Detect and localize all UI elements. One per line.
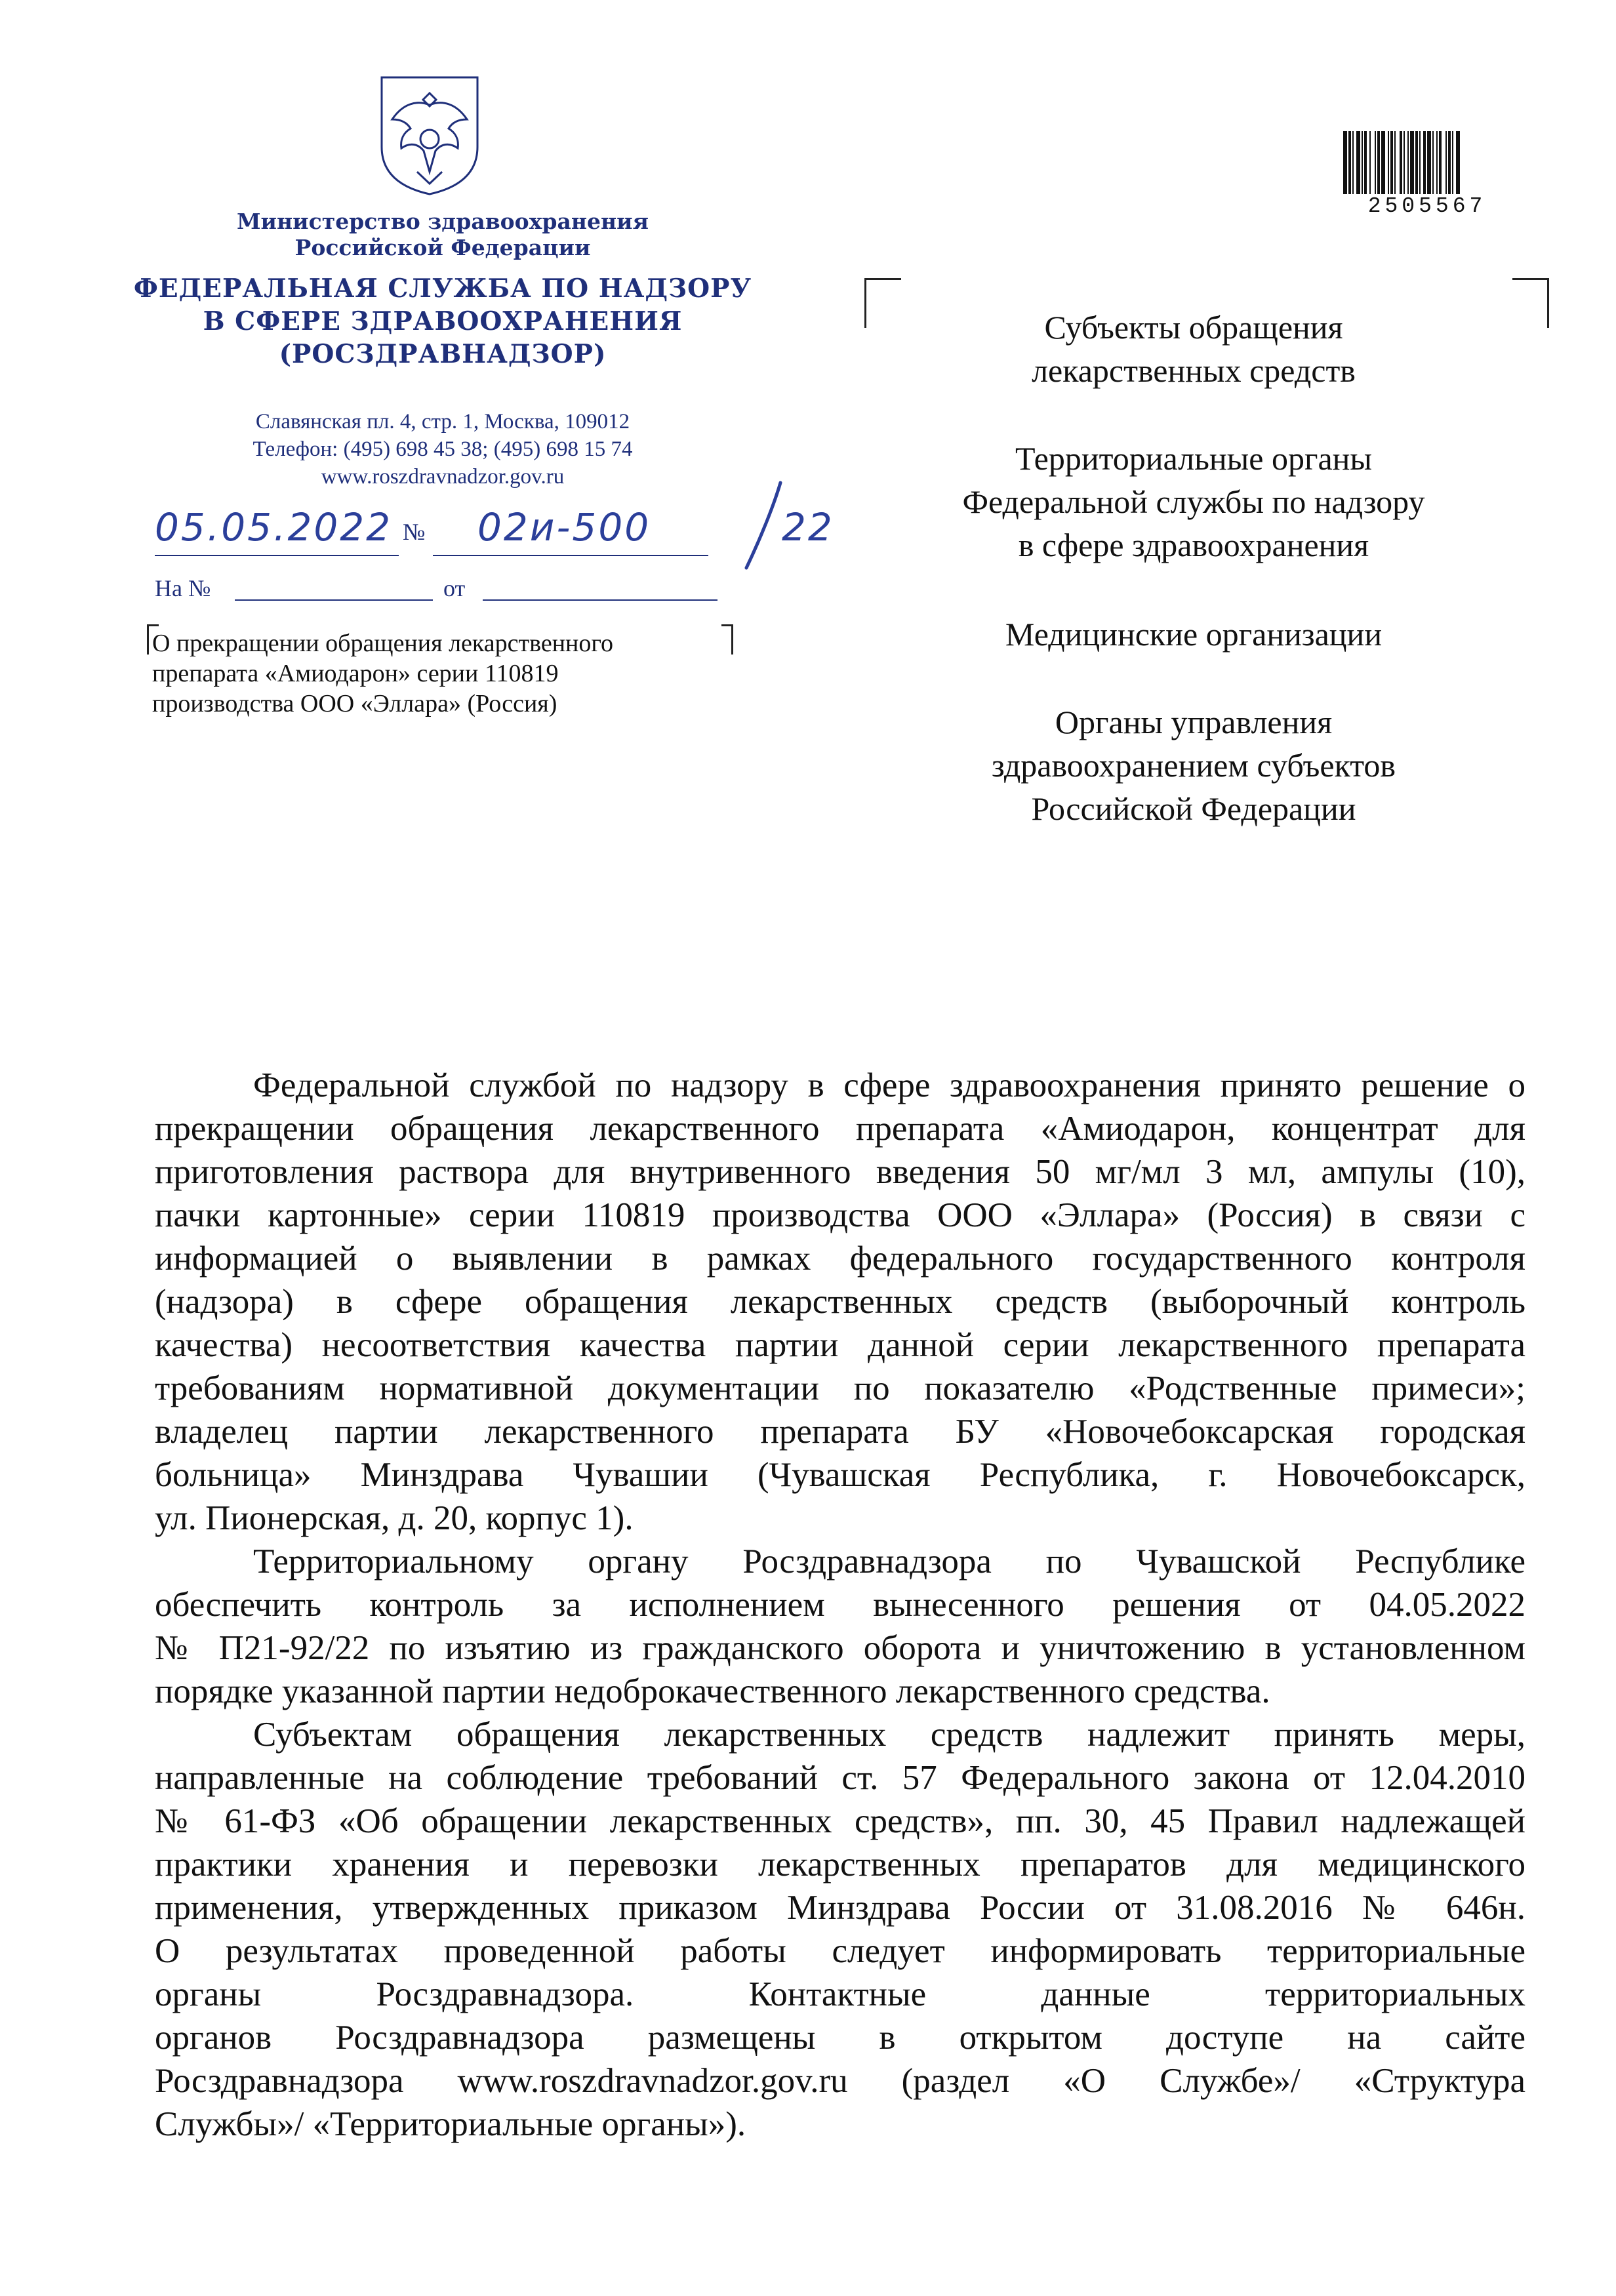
barcode-bar <box>1390 131 1393 194</box>
body-text-line: Субъектам обращения лекарственных средств надлежит принять меры, <box>253 1716 1525 1754</box>
body-text-line: порядке указанной партии недоброкачественного лекарственного средства. <box>155 1672 1270 1710</box>
body-text-line: О результатах проведенной работы следует информировать территориальные <box>155 1932 1525 1970</box>
body-text-line: требованиям нормативной документации по показателю «Родственные примеси»; <box>155 1369 1525 1407</box>
barcode-bar <box>1419 131 1421 194</box>
number-sign: № <box>403 519 426 545</box>
barcode-bar <box>1356 131 1360 194</box>
body-text-line: ул. Пионерская, д. 20, корпус 1). <box>155 1499 634 1537</box>
coat-of-arms-emblem <box>378 73 481 197</box>
barcode-bar <box>1407 131 1409 194</box>
service-name-line-2: В СФЕРЕ ЗДРАВООХРАНЕНИЯ <box>203 306 683 336</box>
registration-year-suffix: 22 <box>782 505 834 550</box>
reference-date-label: от <box>443 575 466 601</box>
body-text-line: приготовления раствора для внутривенного введения 50 мг/мл 3 мл, ампулы (10), <box>155 1153 1525 1191</box>
recipient-line: Территориальные органы <box>1015 440 1373 477</box>
body-text-line: № 61-ФЗ «Об обращении лекарственных средств», пп. 30, 45 Правил надлежащей <box>155 1802 1525 1840</box>
barcode-bar <box>1369 131 1371 194</box>
recipient-line: Российской Федерации <box>1031 790 1356 827</box>
body-text-line: Росздравнадзора www.roszdravnadzor.gov.ru (раздел «О Службе»/ «Структура <box>155 2062 1525 2100</box>
subject-line-1: О прекращении обращения лекарственного <box>152 630 614 657</box>
barcode-bar <box>1439 131 1442 194</box>
barcode-bar <box>1445 131 1447 194</box>
barcode-bar <box>1352 131 1354 194</box>
barcode-bar <box>1394 131 1396 194</box>
subject-line-2: препарата «Амиодарон» серии 110819 <box>152 660 559 687</box>
reference-date-blank <box>483 599 717 601</box>
body-text-line: прекращении обращения лекарственного препарата «Амиодарон, концентрат для <box>155 1110 1525 1148</box>
barcode-bar <box>1432 131 1434 194</box>
body-text-line: направленные на соблюдение требований ст. 57 Федерального закона от 12.04.2010 <box>155 1759 1525 1797</box>
body-text-line: применения, утвержденных приказом Минздрава России от 31.08.2016 № 646н. <box>155 1889 1525 1927</box>
number-underline <box>433 555 708 556</box>
recipient-line: в сфере здравоохранения <box>1018 527 1369 563</box>
body-text-line: пачки картонные» серии 110819 производства ООО «Эллара» (Россия) в связи с <box>155 1196 1525 1234</box>
body-text-line: информацией о выявлении в рамках федерального государственного контроля <box>155 1239 1525 1278</box>
body-text-line: владелец партии лекарственного препарата БУ «Новочебоксарская городская <box>155 1413 1525 1451</box>
body-text-line: Территориальному органу Росздравнадзора по Чувашской Республике <box>253 1542 1525 1581</box>
registration-number: 02и-500 <box>477 505 651 550</box>
barcode-number: 2505567 <box>1367 194 1487 218</box>
barcode-bar <box>1364 131 1367 194</box>
barcode-bar <box>1436 131 1438 194</box>
body-text-line: органы Росздравнадзора. Контактные данные территориальных <box>155 1975 1525 2013</box>
barcode-bar <box>1377 131 1380 194</box>
recipient-line: Органы управления <box>1055 704 1333 740</box>
phone-numbers: Телефон: (495) 698 45 38; (495) 698 15 74 <box>253 437 633 461</box>
barcode-bar <box>1427 131 1431 194</box>
reference-number-label: На № <box>155 575 211 601</box>
registration-date: 05.05.2022 <box>155 505 393 550</box>
barcode-bar <box>1381 131 1385 194</box>
addressee-corner-right <box>1512 278 1549 328</box>
body-text-line: Службы»/ «Территориальные органы»). <box>155 2105 746 2143</box>
recipient-line: здравоохранением субъектов <box>991 747 1396 784</box>
barcode-bar <box>1400 131 1402 194</box>
body-text-line: (надзора) в сфере обращения лекарственных средств (выборочный контроль <box>155 1283 1525 1321</box>
barcode-bar <box>1415 131 1418 194</box>
recipient-line: Федеральной службы по надзору <box>962 483 1425 520</box>
website-url: www.roszdravnadzor.gov.ru <box>321 465 565 489</box>
barcode-bar <box>1448 131 1451 194</box>
body-text-line: № П21-92/22 по изъятию из гражданского оборота и уничтожению в установленном <box>155 1629 1525 1667</box>
barcode-bar <box>1423 131 1426 194</box>
recipient-line: Субъекты обращения <box>1044 309 1343 346</box>
date-underline <box>155 555 399 556</box>
ministry-name-line-2: Российской Федерации <box>294 235 591 260</box>
barcode-bar <box>1456 131 1460 194</box>
service-name-line-1: ФЕДЕРАЛЬНАЯ СЛУЖБА ПО НАДЗОРУ <box>133 273 752 304</box>
barcode-bar <box>1404 131 1405 194</box>
barcode-bar <box>1343 131 1347 194</box>
body-text-line: обеспечить контроль за исполнением вынесенного решения от 04.05.2022 <box>155 1586 1525 1624</box>
body-text-line: Федеральной службой по надзору в сфере здравоохранения принято решение о <box>253 1066 1525 1104</box>
barcode <box>1342 131 1512 197</box>
ministry-name-line-1: Министерство здравоохранения <box>237 209 649 234</box>
body-text-line: больница» Минздрава Чувашии (Чувашская Республика, г. Новочебоксарск, <box>155 1456 1525 1494</box>
reference-number-blank <box>235 599 433 601</box>
barcode-bar <box>1348 131 1351 194</box>
barcode-bar <box>1452 131 1453 194</box>
service-name-line-3: (РОСЗДРАВНАДЗОР) <box>279 339 607 369</box>
barcode-bar <box>1375 131 1376 194</box>
body-text-line: органов Росздравнадзора размещены в открытом доступе на сайте <box>155 2019 1525 2057</box>
recipient-line: Медицинские организации <box>1005 616 1383 653</box>
subject-line-3: производства ООО «Эллара» (Россия) <box>152 690 557 717</box>
barcode-bar <box>1388 131 1389 194</box>
barcode-bar <box>1410 131 1414 194</box>
barcode-bar <box>1362 131 1363 194</box>
body-text-line: качества) несоответствия качества партии данной серии лекарственного препарата <box>155 1326 1525 1364</box>
recipient-line: лекарственных средств <box>1032 352 1356 389</box>
body-text-line: практики хранения и перевозки лекарственных препаратов для медицинского <box>155 1845 1525 1883</box>
postal-address: Славянская пл. 4, стр. 1, Москва, 109012 <box>255 410 630 433</box>
